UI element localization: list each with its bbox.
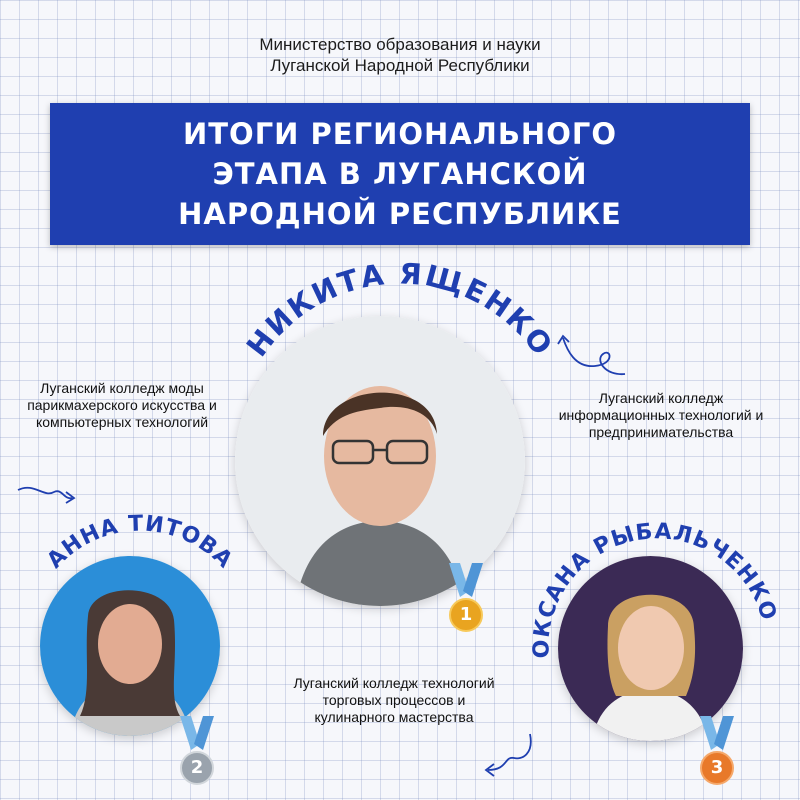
curly-arrow-icon: [14, 478, 84, 508]
banner-title: ИТОГИ РЕГИОНАЛЬНОГО ЭТАПА В ЛУГАНСКОЙ НАРОДНОЙ РЕСПУБЛИКЕ: [178, 117, 622, 231]
winner-1-name: НИКИТА ЯЩЕНКО: [239, 256, 561, 363]
medal-place-2: 2: [190, 757, 204, 778]
winner-3-photo: [558, 556, 743, 741]
winner-2-name: АННА ТИТОВА: [42, 511, 238, 574]
curly-arrow-icon: [478, 730, 538, 780]
results-banner: [50, 103, 750, 245]
medal-place-1: 1: [459, 604, 473, 625]
ministry-line-1: Министерство образования и науки: [259, 35, 541, 54]
winner-2-college: Луганский колледж моды парикмахерского искусства и компьютерных технологий: [27, 380, 217, 430]
silver-medal-icon: [180, 716, 214, 796]
bronze-medal-icon: [700, 716, 734, 796]
curly-arrow-icon: [555, 330, 635, 380]
ministry-line-2: Луганской Народной Республики: [270, 56, 530, 75]
portrait-image: [40, 556, 220, 736]
gold-medal-icon: [449, 563, 483, 643]
winner-1-college: Луганский колледж информационных технологий и предпринимательства: [558, 390, 764, 440]
ministry-header: [0, 34, 800, 76]
winner-3-college: Луганский колледж технологий торговых процессов и кулинарного мастерства: [293, 675, 495, 725]
portrait-image: [558, 556, 743, 741]
winner-2-photo: [40, 556, 220, 736]
winner-3-name: ОКСАНА РЫБАЛЬЧЕНКО: [529, 519, 782, 659]
medal-place-3: 3: [710, 757, 724, 778]
